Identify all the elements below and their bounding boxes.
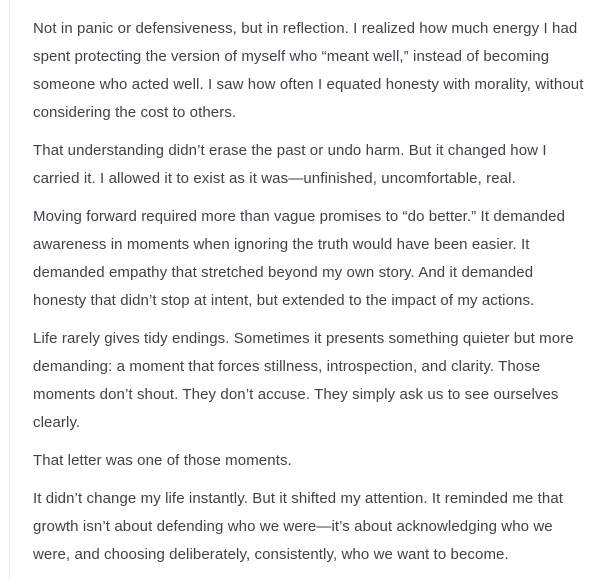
paragraph: Life rarely gives tidy endings. Sometimes it presents something quieter but more demanding: a moment that forces stillness, introspection, and clarity. Those moments don’t shout. They don’t accuse. They simply ask us to see ourselves clearly. — [33, 330, 574, 431]
paragraph: That understanding didn’t erase the past or undo harm. But it changed how I carried it. I allowed it to exist as it was—unfinished, uncomfortable, real. — [33, 142, 547, 187]
paragraph: It didn’t change my life instantly. But it shifted my attention. It reminded me that growth isn’t about defending who we were—it’s about acknowledging who we were, and choosing deliberately, consistently, who we want to become. — [33, 490, 564, 563]
paragraph: Not in panic or defensiveness, but in reflection. I realized how much energy I had spent protecting the version of myself who “meant well,” instead of becoming someone who acted well. I saw how often I equated honesty with morality, without considering the cost to others. — [33, 20, 584, 121]
article-body — [33, 15, 585, 569]
pane-left-divider — [9, 0, 10, 580]
paragraph: That letter was one of those moments. — [33, 452, 292, 469]
paragraph: Moving forward required more than vague promises to “do better.” It demanded awareness in moments when ignoring the truth would have been easier. It demanded empathy that stretched beyond my own story. And it demanded honesty that didn’t stop at intent, but extended to the impact of my actions. — [33, 208, 566, 309]
